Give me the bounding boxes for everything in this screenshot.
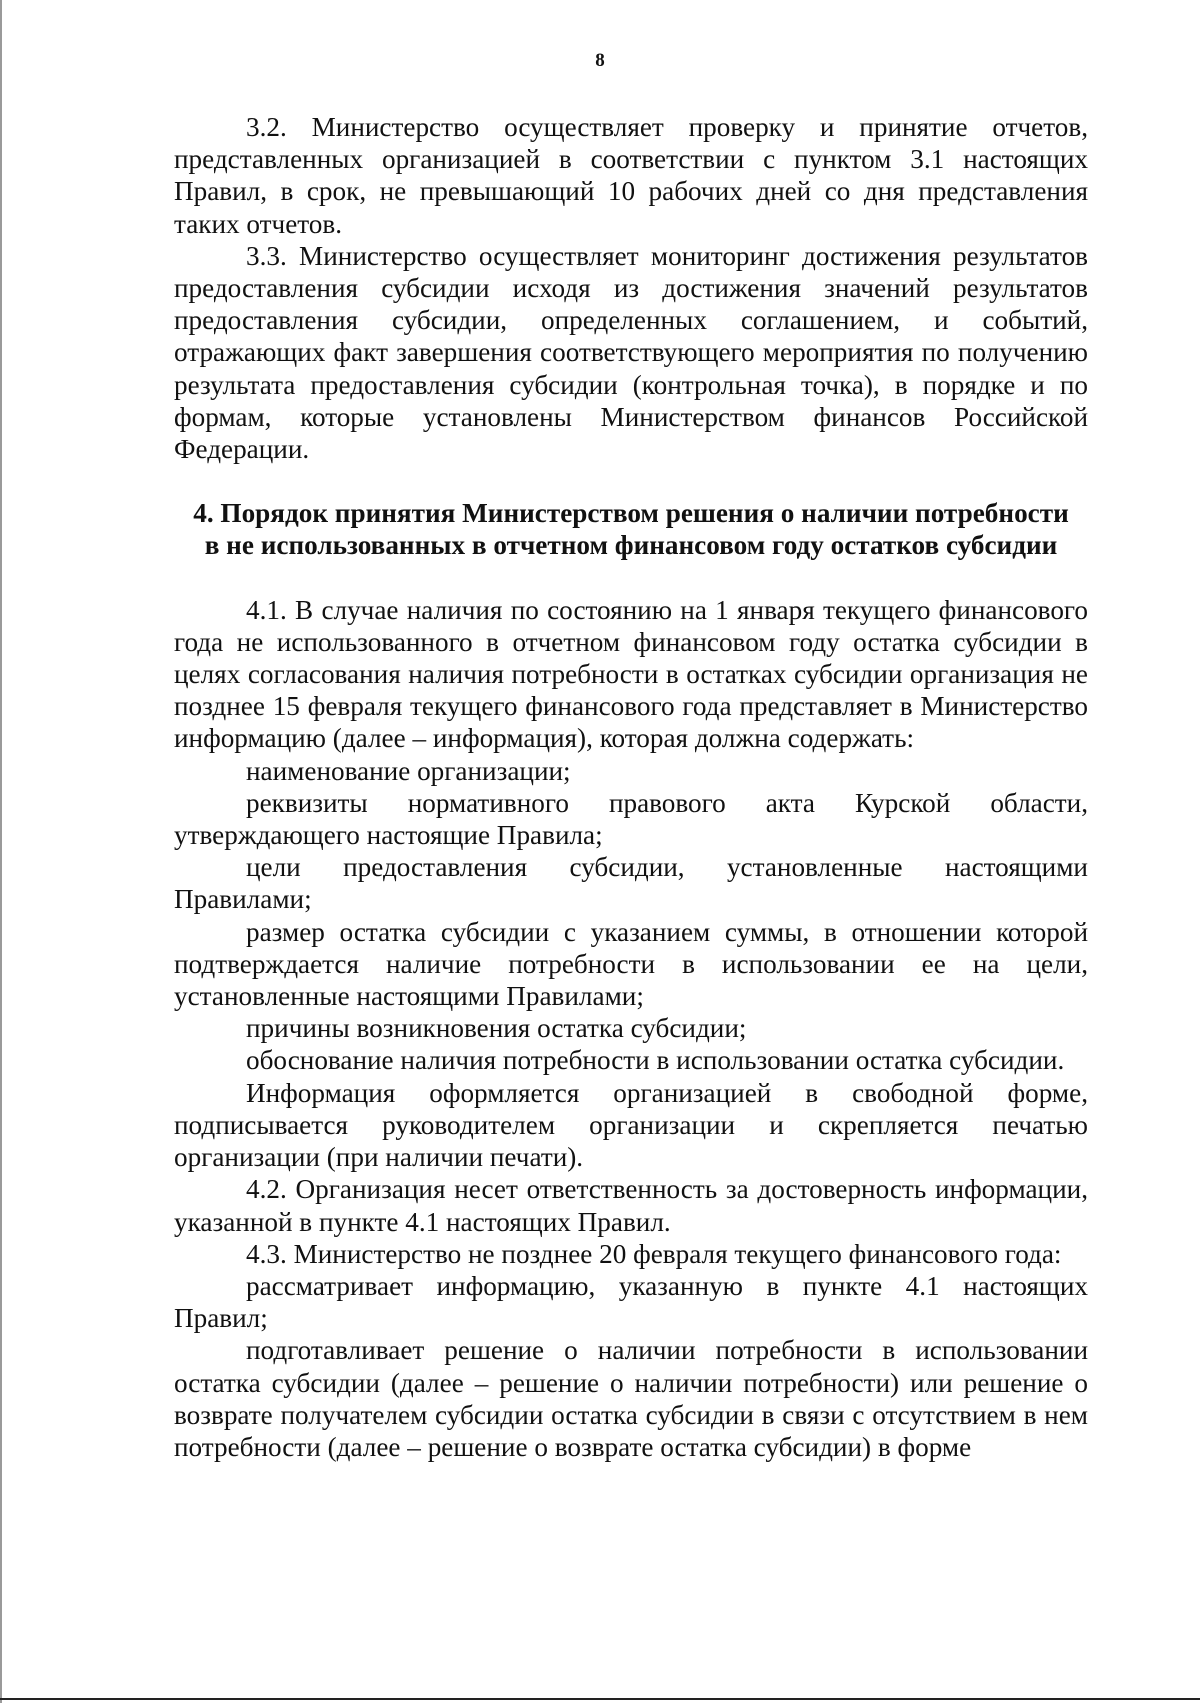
paragraph-3-3: 3.3. Министерство осуществляет мониторинг достижения результатов предоставления субсидии исходя из достижения значений результатов предоставления субсидии, определенных соглашением, и событий, отражающих факт завершения соответствующего мероприятия по получению результата предоставления субсидии (контрольная точка), в порядке и по формам, которые установлены Министерством финансов Российской Федерации. [174,240,1088,465]
section-heading-line-1: 4. Порядок принятия Министерством решения о наличии потребности [193,498,1069,529]
list-item-reasons: причины возникновения остатка субсидии; [246,1013,747,1044]
list-item-legal-act: реквизиты нормативного правового акта Курской области, утверждающего настоящие Правила; [174,787,1088,851]
section-heading [174,497,1088,561]
list-item-reviews-info: рассматривает информацию, указанную в пункте 4.1 настоящих Правил; [174,1270,1088,1334]
paragraph-4-1: 4.1. В случае наличия по состоянию на 1 января текущего финансового года не использованного в отчетном финансовом году остатка субсидии в целях согласования наличия потребности в остатках субсидии организация не позднее 15 февраля текущего финансового года представляет в Министерство информацию (далее – информация), которая должна содержать: [174,594,1088,754]
section-heading-line-2: в не использованных в отчетном финансовом году остатков субсидии [204,530,1058,561]
list-item-balance-size: размер остатка субсидии с указанием суммы, в отношении которой подтверждается наличие потребности в использовании ее на цели, установленные настоящими Правилами; [174,916,1088,1012]
paragraph-info-format: Информация оформляется организацией в свободной форме, подписывается руководителем организации и скрепляется печатью организации (при наличии печати). [174,1077,1088,1173]
list-item-purposes: цели предоставления субсидии, установленные настоящими Правилами; [174,852,1088,915]
paragraph-3-2: 3.2. Министерство осуществляет проверку и принятие отчетов, представленных организацией в соответствии с пунктом 3.1 настоящих Правил, в срок, не превышающий 10 рабочих дней со дня представления таких отчетов. [174,112,1088,239]
paragraph-4-2: 4.2. Организация несет ответственность за достоверность информации, указанной в пункте 4.1 настоящих Правил. [174,1174,1088,1237]
list-item-org-name: наименование организации; [246,755,571,786]
list-item-justification: обоснование наличия потребности в использовании остатка субсидии. [246,1045,1065,1076]
page-number: 8 [595,50,605,71]
list-item-prepares-decision: подготавливает решение о наличии потребности в использовании остатка субсидии (далее – решение о наличии потребности) или решение о возврате получателем субсидии остатка субсидии в связи с отсутствием в нем потребности (далее – решение о возврате остатка субсидии) в форме [174,1335,1088,1462]
scan-edge-bottom [0,1698,1200,1700]
scan-edge-left [0,0,2,1703]
paragraph-4-3: 4.3. Министерство не позднее 20 февраля текущего финансового года: [246,1238,1062,1269]
document-body [174,111,1088,1463]
